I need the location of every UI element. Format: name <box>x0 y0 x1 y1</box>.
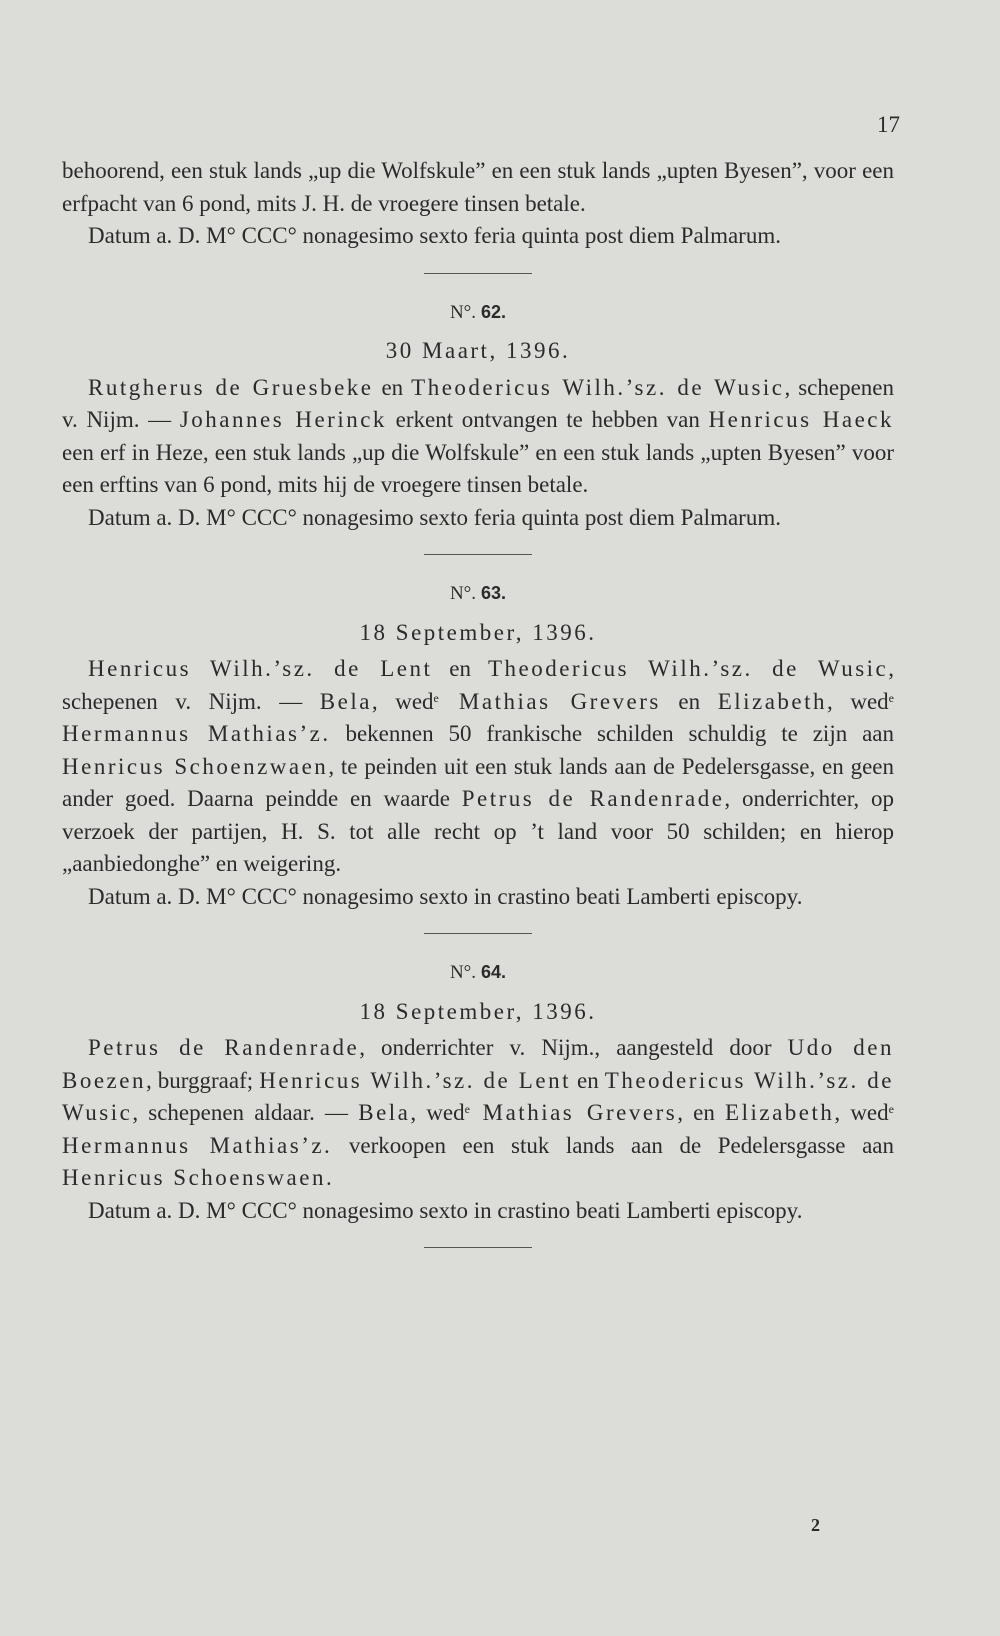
person-name: Hermannus Mathias’z. <box>62 721 331 746</box>
person-name: Johannes Herinck <box>179 407 387 432</box>
entry-62 <box>62 296 894 535</box>
entry-datum: Datum a. D. M° CCC° nonagesimo sexto in crastino beati Lamberti episcopy. <box>88 1197 803 1223</box>
intro-datum: Datum a. D. M° CCC° nonagesimo sexto feria quinta post diem Palmarum. <box>88 223 781 248</box>
entry-number-value: 64. <box>481 962 507 982</box>
section-divider <box>424 554 532 555</box>
section-divider <box>424 1247 532 1248</box>
person-name: Theodericus Wilh.’sz. de Wusic <box>62 1067 894 1125</box>
superscript: e <box>464 1102 470 1116</box>
text-run: erkent ontvangen te hebben van <box>386 407 709 432</box>
text-run: een erf in Heze, een stuk lands „up die Wolfskule” en een stuk lands „upten Byesen” voor een erftins van 6 pond, mits hij de vroegere tinsen betale. <box>62 439 894 497</box>
person-name: Theodericus Wilh.’sz. de Wusic <box>411 374 785 400</box>
person-name: Petrus de Randenrade <box>461 786 725 811</box>
person-name: Henricus Haeck <box>708 407 894 432</box>
entry-64 <box>62 956 894 1227</box>
person-name: Theodericus Wilh.’sz. de Wusic <box>487 656 889 681</box>
text-run: , wed <box>371 688 434 714</box>
superscript: e <box>433 690 439 705</box>
text-run: en <box>432 656 488 681</box>
entry-text <box>62 372 894 502</box>
person-name: Petrus de Randenrade <box>88 1035 360 1060</box>
entry-63 <box>62 577 894 913</box>
person-name: Bela <box>319 688 372 714</box>
entry-datum: Datum a. D. M° CCC° nonagesimo sexto in crastino beati Lamberti episcopy. <box>88 883 803 909</box>
section-divider <box>424 273 532 274</box>
person-name: Henricus Schoenzwaen <box>62 753 329 779</box>
signature-mark: 2 <box>811 1515 820 1535</box>
text-run: , onderrichter, op verzoek der partijen, H. S. tot alle recht op ’t land voor 50 schilden; en hierop „aanbiedonghe” en weigering. <box>62 786 894 876</box>
text-run: , schepenen v. Nijm. — <box>62 656 894 714</box>
text-run: , schepenen aldaar. — <box>132 1100 359 1125</box>
person-name: Udo den Boezen <box>62 1035 894 1093</box>
text-run: . <box>325 1165 332 1190</box>
person-name: Hermannus Mathias’z. <box>62 1132 333 1158</box>
entry-number-label: N°. <box>449 962 477 983</box>
text-run: en <box>660 688 718 714</box>
person-name: Elizabeth <box>717 688 828 714</box>
person-name: Bela <box>358 1100 411 1125</box>
text-run: , schepenen v. Nijm. — <box>62 374 895 432</box>
person-name: Henricus Wilh.’sz. de Lent <box>259 1067 571 1093</box>
entry-date: 30 Maart, 1396. <box>385 338 571 363</box>
text-run: , burggraaf; <box>145 1067 260 1093</box>
entry-number-label: N°. <box>449 301 477 323</box>
entry-text <box>62 653 894 881</box>
entry-number <box>62 577 894 611</box>
person-name: Henricus Wilh.’sz. de Lent <box>88 656 433 681</box>
entry-number <box>62 956 894 990</box>
page-content <box>62 155 894 1270</box>
person-name: Mathias Grevers <box>469 1100 678 1125</box>
entry-date: 18 September, 1396. <box>359 619 597 645</box>
person-name: Elizabeth <box>725 1100 835 1125</box>
text-run: , wed <box>827 688 889 714</box>
text-run: bekennen 50 frankische schilden schuldig te zijn aan <box>330 721 894 746</box>
text-run: en <box>373 374 412 400</box>
entry-date: 18 September, 1396. <box>359 998 597 1024</box>
text-run: verkoopen een stuk lands aan de Pedelersgasse aan <box>332 1132 894 1158</box>
person-name: Henricus Schoenswaen <box>62 1165 326 1190</box>
entry-number-label: N°. <box>449 583 477 604</box>
intro-paragraph: behoorend, een stuk lands „up die Wolfskule” en een stuk lands „upten Byesen”, voor een erfpacht van 6 pond, mits J. H. de vroegere tinsen betale. <box>62 158 894 216</box>
text-run: , wed <box>410 1100 465 1125</box>
person-name: Rutgherus de Gruesbeke <box>88 374 374 400</box>
page-number: 17 <box>877 112 900 137</box>
text-run: , en <box>677 1100 726 1125</box>
entry-number-value: 62. <box>481 301 507 322</box>
entry-number <box>62 296 894 330</box>
text-run: , onderrichter v. Nijm., aangesteld door <box>359 1035 788 1060</box>
entry-text <box>62 1032 894 1195</box>
superscript: e <box>888 690 894 705</box>
text-run: en <box>570 1067 605 1093</box>
section-divider <box>424 933 532 934</box>
person-name: Mathias Grevers <box>438 688 661 714</box>
text-run: , wed <box>834 1100 889 1125</box>
entry-number-value: 63. <box>481 583 507 603</box>
superscript: e <box>888 1102 894 1116</box>
entry-datum: Datum a. D. M° CCC° nonagesimo sexto feria quinta post diem Palmarum. <box>88 504 781 530</box>
text-run: , te peinden uit een stuk lands aan de Pedelersgasse, en geen ander goed. Daarna peindde en waarde <box>62 753 894 811</box>
